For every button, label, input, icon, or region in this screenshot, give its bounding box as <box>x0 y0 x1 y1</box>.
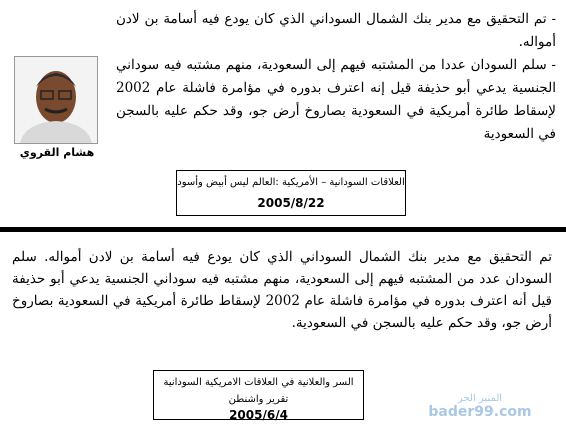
reference-box-1 <box>176 170 406 216</box>
author-photo <box>14 56 98 144</box>
watermark-line-1: المنبر الحر <box>457 393 503 404</box>
watermark-line-2: bader99.com <box>428 404 532 420</box>
reference-box-2 <box>153 370 364 420</box>
reference-source: تقرير واشنطن <box>228 394 289 405</box>
watermark <box>420 393 540 420</box>
bullet-1: - تم التحقيق مع مدير بنك الشمال السوداني الذي كان يودع فيه أسامة بن لادن أمواله. <box>116 11 556 50</box>
section-divider <box>0 227 566 232</box>
reference-title: العلاقات السودانية – الأمريكية :العالم ليس أبيض وأسود <box>177 177 405 188</box>
portrait-image <box>15 57 97 143</box>
reference-title: السر والعلانية في العلاقات الامريكية السودانية <box>163 377 354 388</box>
bottom-paragraph: تم التحقيق مع مدير بنك الشمال السوداني الذي كان يودع فيه أسامة بن لادن أمواله. سلم السودان عدد من المشتبه فيهم إلى السعودية، منهم مشتبه فيه سوداني الجنسية يدعي أبو حذيفة قيل أنه اعترف بدوره في مؤامرة فاشلة عام 2002 لإسقاط طائرة أمريكية في السعودية بصاروخ أرض جو، وقد حكم عليه بالسجن في السعودية. <box>12 249 552 331</box>
reference-date: 2005/6/4 <box>229 408 288 422</box>
bullet-2: - سلم السودان عددا من المشتبه فيهم إلى السعودية، منهم مشتبه فيه سوداني الجنسية يدعي أبو حذيفة قيل إنه اعترف بدوره في مؤامرة فاشلة عام 2002 لإسقاط طائرة أمريكية في السعودية بصاروخ أرض جو، وقد حكم عليه بالسجن في السعودية <box>116 57 556 142</box>
top-bullets <box>116 8 556 146</box>
photo-caption: هشام القروي <box>19 146 95 159</box>
reference-date: 2005/8/22 <box>257 196 325 210</box>
